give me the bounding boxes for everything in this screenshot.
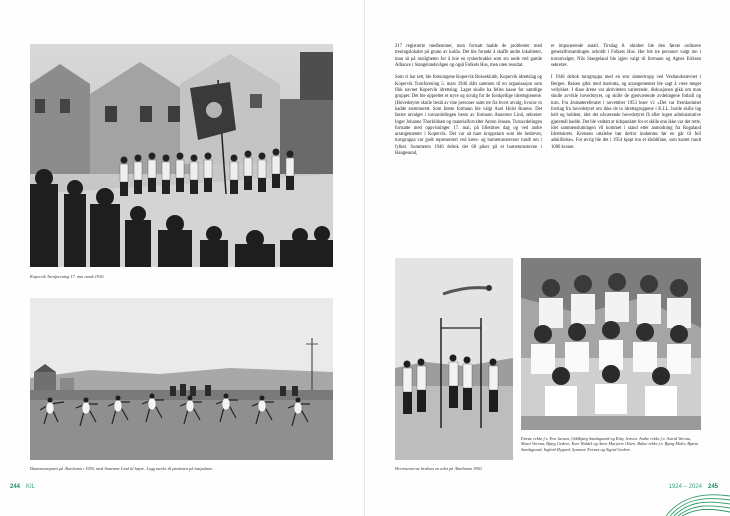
left-page-number: 244 [10,484,21,490]
right-folio-label: 1924 – 2024 [668,484,702,490]
right-page [365,0,730,516]
athletes-photo-caption: Herreturnerne bivånes en atlet på Åkrehamn 1950. [395,466,483,471]
parade-photo [30,44,333,267]
group-portrait-photo [521,258,701,430]
paragraph: Som vi har sett, ble foreningene Kopervik Bokseklubb, Kopervik idrettslag og Kopervik Turnforening 5. mars 1946 slått sammen til en organisasjon som fikk navnet Kopervik idrettslag. Laget skulle ha felles kasse for samtlige grupper. Det ble opprettet et styre og utvalg for de forskjellige idrettsgrenene. (Hovedstyret skulle bestå av tine personer samt tre fra hvert utvalg, hvorav to hadde stemmerett. Som første formann ble valgt Axel Holst Roness. Det første utvalget i turnavdelingen besto av formann Annemor Lind, sekretær Inger Johanne Thorkildsen og materialforvalter Anton Jensen. Turnavdelingen fortsatte med oppvisninger 17. mai, på lilletimes dag og ved andre arrangementer i Kopervik. Det var nå bare kroppsturn som ble bedrevet, turngruppa var godt representert ved krets- og barneturnstevner rundt om i fylket. Sommeren 1946 deltok det 68 piker på et barneturnstevne i Haugesund, [395,75,542,157]
athletes-photo [395,258,513,460]
right-page-number: 245 [707,484,718,490]
paragraph: I 1948 deltok turngruppa med en stor damertropp ved Vestlandsstevnet i Bergen. Reisen gikk med matrutta, og arrangementet ble sagt å være meget vellykket. I disse årene var aktiviteten varierende, diskusjonen gikk om man skulle avvikle hovedstyret, og skille de gjenværende avdelingene fotball og turn. Fra årsmøtereferatet i november 1953 leser vi: «Det var fremkommet forslag fra hovedstyret om ikke de to idrettsgruppene i K.I.L. burde skille lag helt og holdent, idet det nåværende hovedstyret få eller ingen administrative gjøremål hadde. Det ble vedtatt at tidspunktet for et skille enn ikke var det rette, idet sammenslutningen vil kommet i stand etter anmodning fra Rogaland Idrettskrets. Kretsens uttalelse bør derfor innhentes før en går til full adskillelse». For øvrig ble det i 1954 kjøpt inn et klubbfane, som kostet rundt 1000 kroner. [551,75,701,150]
left-folio [10,484,35,490]
paragraph: 217 registrerte medlemmer, men fortsatt hadde de problemer med treningslokalet på grunn av kulda. Det ble forsøkt å skaffe andre lokaliteter, man så på muligheten for å leie en tyskerbrakke som sto nede ved gamle Alliance i Stangelandsvågen og også Folkets Hus, men uten resultat. [395,44,542,68]
left-folio-label: KIL [26,484,36,490]
paragraph: et imponerende antall. Tirsdag 8. oktober ble den første ordinære generalforsamlingen avholdt i Folkets Hus. Her ble tre personer valgt inn i turnutvalget, Nils Stangeland ble igjen valgt til formann og Agnes Eriksen sekretær. [551,44,701,68]
wave-ornament [666,488,730,516]
gymnastics-photo [30,298,333,460]
text-column-2 [551,44,701,157]
group-portrait-caption: Første rekke f.v. Eva Jansen, Oddbjørg Sandsgaard og Kitty Jensen. Andre rekke f.v. Astrid Varvau, Marit Vorvau, Bjørg Gedere, Kari Waldel og Anne Marjorie Olsen. Bakre rekke f.v. Bjørg Moltv, Bjørta Sandsgaard, Ingleid Øygard, Synnøve Evenes og Sigrid Gedere. [521,436,699,452]
parade-photo-caption: Kopervik Turnforening 17. mai rundt 1930. [30,274,105,279]
gymnastics-photo-caption: Damenturnparti på Åkrehamn i 1950, med Annemor Lind til høyre. Legg merke til pianisten på lastpalane. [30,466,214,471]
text-column-1 [395,44,542,164]
